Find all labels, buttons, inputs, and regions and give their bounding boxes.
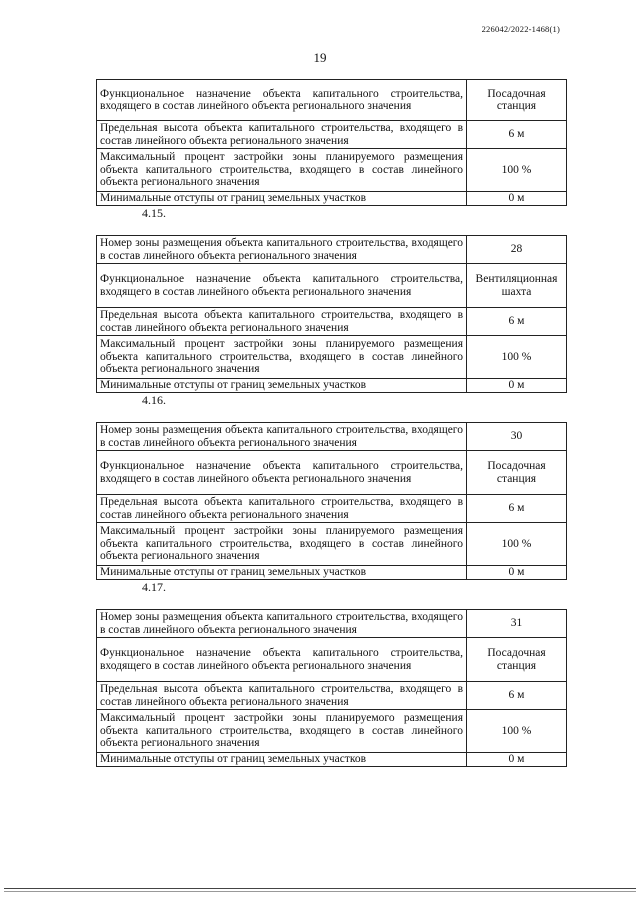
parameters-table — [96, 609, 567, 767]
document-id: 226042/2022-1468(1) — [481, 24, 560, 34]
table-row — [97, 638, 567, 682]
parameter-cell: Функциональное назначение объекта капитального строительства, входящего в состав линейного объекта регионального значения — [97, 80, 467, 121]
table-row — [97, 336, 567, 379]
value-cell: 0 м — [467, 753, 567, 767]
table-row — [97, 753, 567, 767]
parameter-cell: Предельная высота объекта капитального строительства, входящего в состав линейного объекта регионального значения — [97, 495, 467, 523]
parameter-cell: Максимальный процент застройки зоны планируемого размещения объекта капитального строительства, входящего в состав линейного объекта регионального значения — [97, 710, 467, 753]
parameters-table — [96, 422, 567, 580]
parameter-cell: Минимальные отступы от границ земельных участков — [97, 566, 467, 580]
parameter-cell: Функциональное назначение объекта капитального строительства, входящего в состав линейного объекта регионального значения — [97, 638, 467, 682]
table-row — [97, 566, 567, 580]
page-number: 19 — [313, 50, 327, 65]
bottom-scan-rule — [4, 888, 636, 889]
table-row — [97, 423, 567, 451]
table-row — [97, 236, 567, 264]
table-continued — [96, 79, 567, 206]
value-cell: 6 м — [467, 308, 567, 336]
parameter-cell: Максимальный процент застройки зоны планируемого размещения объекта капитального строительства, входящего в состав линейного объекта регионального значения — [97, 149, 467, 192]
parameter-cell: Предельная высота объекта капитального строительства, входящего в состав линейного объекта регионального значения — [97, 682, 467, 710]
parameter-cell: Предельная высота объекта капитального строительства, входящего в состав линейного объекта регионального значения — [97, 121, 467, 149]
value-cell: 30 — [467, 423, 567, 451]
value-cell: 100 % — [467, 149, 567, 192]
value-cell: Вентиляционная шахта — [467, 264, 567, 308]
table-row — [97, 80, 567, 121]
value-cell: Посадочная станция — [467, 638, 567, 682]
document-body — [96, 79, 566, 767]
parameter-cell: Номер зоны размещения объекта капитального строительства, входящего в состав линейного объекта регионального значения — [97, 423, 467, 451]
value-cell: 0 м — [467, 379, 567, 393]
parameter-cell: Минимальные отступы от границ земельных участков — [97, 753, 467, 767]
parameters-table — [96, 235, 567, 393]
value-cell: 0 м — [467, 192, 567, 206]
table-row — [97, 192, 567, 206]
value-cell: 28 — [467, 236, 567, 264]
value-cell: 100 % — [467, 336, 567, 379]
table-row — [97, 710, 567, 753]
parameter-cell: Функциональное назначение объекта капитального строительства, входящего в состав линейного объекта регионального значения — [97, 451, 467, 495]
section-number: 4.16. — [142, 393, 166, 407]
table-row — [97, 451, 567, 495]
table-row — [97, 308, 567, 336]
table-row — [97, 495, 567, 523]
value-cell: 31 — [467, 610, 567, 638]
table-row — [97, 379, 567, 393]
value-cell: Посадочная станция — [467, 451, 567, 495]
value-cell: 6 м — [467, 682, 567, 710]
value-cell: 100 % — [467, 710, 567, 753]
parameter-cell: Максимальный процент застройки зоны планируемого размещения объекта капитального строительства, входящего в состав линейного объекта регионального значения — [97, 523, 467, 566]
bottom-scan-rule — [4, 891, 636, 892]
section-number: 4.17. — [142, 580, 166, 594]
table-row — [97, 264, 567, 308]
parameter-cell: Функциональное назначение объекта капитального строительства, входящего в состав линейного объекта регионального значения — [97, 264, 467, 308]
parameter-cell: Максимальный процент застройки зоны планируемого размещения объекта капитального строительства, входящего в состав линейного объекта регионального значения — [97, 336, 467, 379]
table-row — [97, 682, 567, 710]
parameter-cell: Номер зоны размещения объекта капитального строительства, входящего в состав линейного объекта регионального значения — [97, 236, 467, 264]
value-cell: 0 м — [467, 566, 567, 580]
section-number: 4.15. — [142, 206, 166, 220]
parameter-cell: Предельная высота объекта капитального строительства, входящего в состав линейного объекта регионального значения — [97, 308, 467, 336]
value-cell: 100 % — [467, 523, 567, 566]
parameter-cell: Номер зоны размещения объекта капитального строительства, входящего в состав линейного объекта регионального значения — [97, 610, 467, 638]
parameter-cell: Минимальные отступы от границ земельных участков — [97, 379, 467, 393]
value-cell: 6 м — [467, 121, 567, 149]
table-row — [97, 610, 567, 638]
table-row — [97, 523, 567, 566]
value-cell: 6 м — [467, 495, 567, 523]
table-row — [97, 121, 567, 149]
parameter-cell: Минимальные отступы от границ земельных участков — [97, 192, 467, 206]
value-cell: Посадочная станция — [467, 80, 567, 121]
table-row — [97, 149, 567, 192]
